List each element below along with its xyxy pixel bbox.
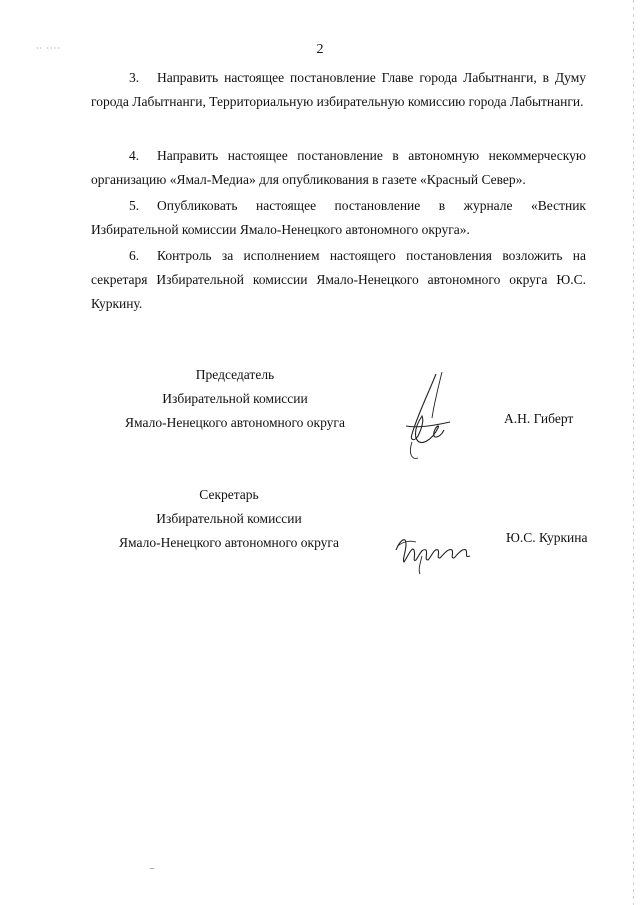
paragraph-number: 3.	[129, 70, 140, 85]
paragraph-5	[91, 194, 586, 242]
secretary-name: Ю.С. Куркина	[506, 530, 588, 545]
secretary-title-line2: Избирательной комиссии	[156, 511, 302, 526]
paragraph-number: 6.	[129, 248, 140, 263]
paragraph-4	[91, 144, 586, 192]
paragraph-number: 5.	[129, 198, 140, 213]
paragraph-number: 4.	[129, 148, 140, 163]
paragraph-text: Направить настоящее постановление Главе города Лабытнанги, в Думу города Лабытнанги, Территориальную избирательную комиссию города Лабытнанги.	[91, 70, 586, 109]
chairman-title-line3: Ямало-Ненецкого автономного округа	[125, 415, 345, 430]
scan-dot-artifact	[150, 868, 154, 869]
chairman-title-line1: Председатель	[195, 367, 275, 382]
paragraph-6	[91, 244, 586, 316]
scan-edge-artifact	[633, 0, 634, 905]
secretary-title-line3: Ямало-Ненецкого автономного округа	[119, 535, 339, 550]
secretary-title-line1: Секретарь	[199, 487, 259, 502]
scan-mark: ·· ····	[36, 44, 61, 53]
secretary-signature	[392, 526, 492, 576]
chairman-signature	[388, 368, 468, 468]
paragraph-text: Направить настоящее постановление в автономную некоммерческую организацию «Ямал-Медиа» для опубликования в газете «Красный Север».	[91, 148, 586, 187]
paragraph-text: Контроль за исполнением настоящего постановления возложить на секретаря Избирательной комиссии Ямало-Ненецкого автономного округа Ю.С. Куркину.	[91, 248, 586, 311]
chairman-name: А.Н. Гиберт	[504, 411, 574, 426]
paragraph-3	[91, 66, 586, 114]
paragraph-text: Опубликовать настоящее постановление в журнале «Вестник Избирательной комиссии Ямало-Ненецкого автономного округа».	[91, 198, 586, 237]
chairman-title-line2: Избирательной комиссии	[162, 391, 308, 406]
secretary-title-block	[84, 483, 374, 555]
chairman-title-block	[90, 363, 380, 435]
page-number: 2	[316, 42, 324, 57]
